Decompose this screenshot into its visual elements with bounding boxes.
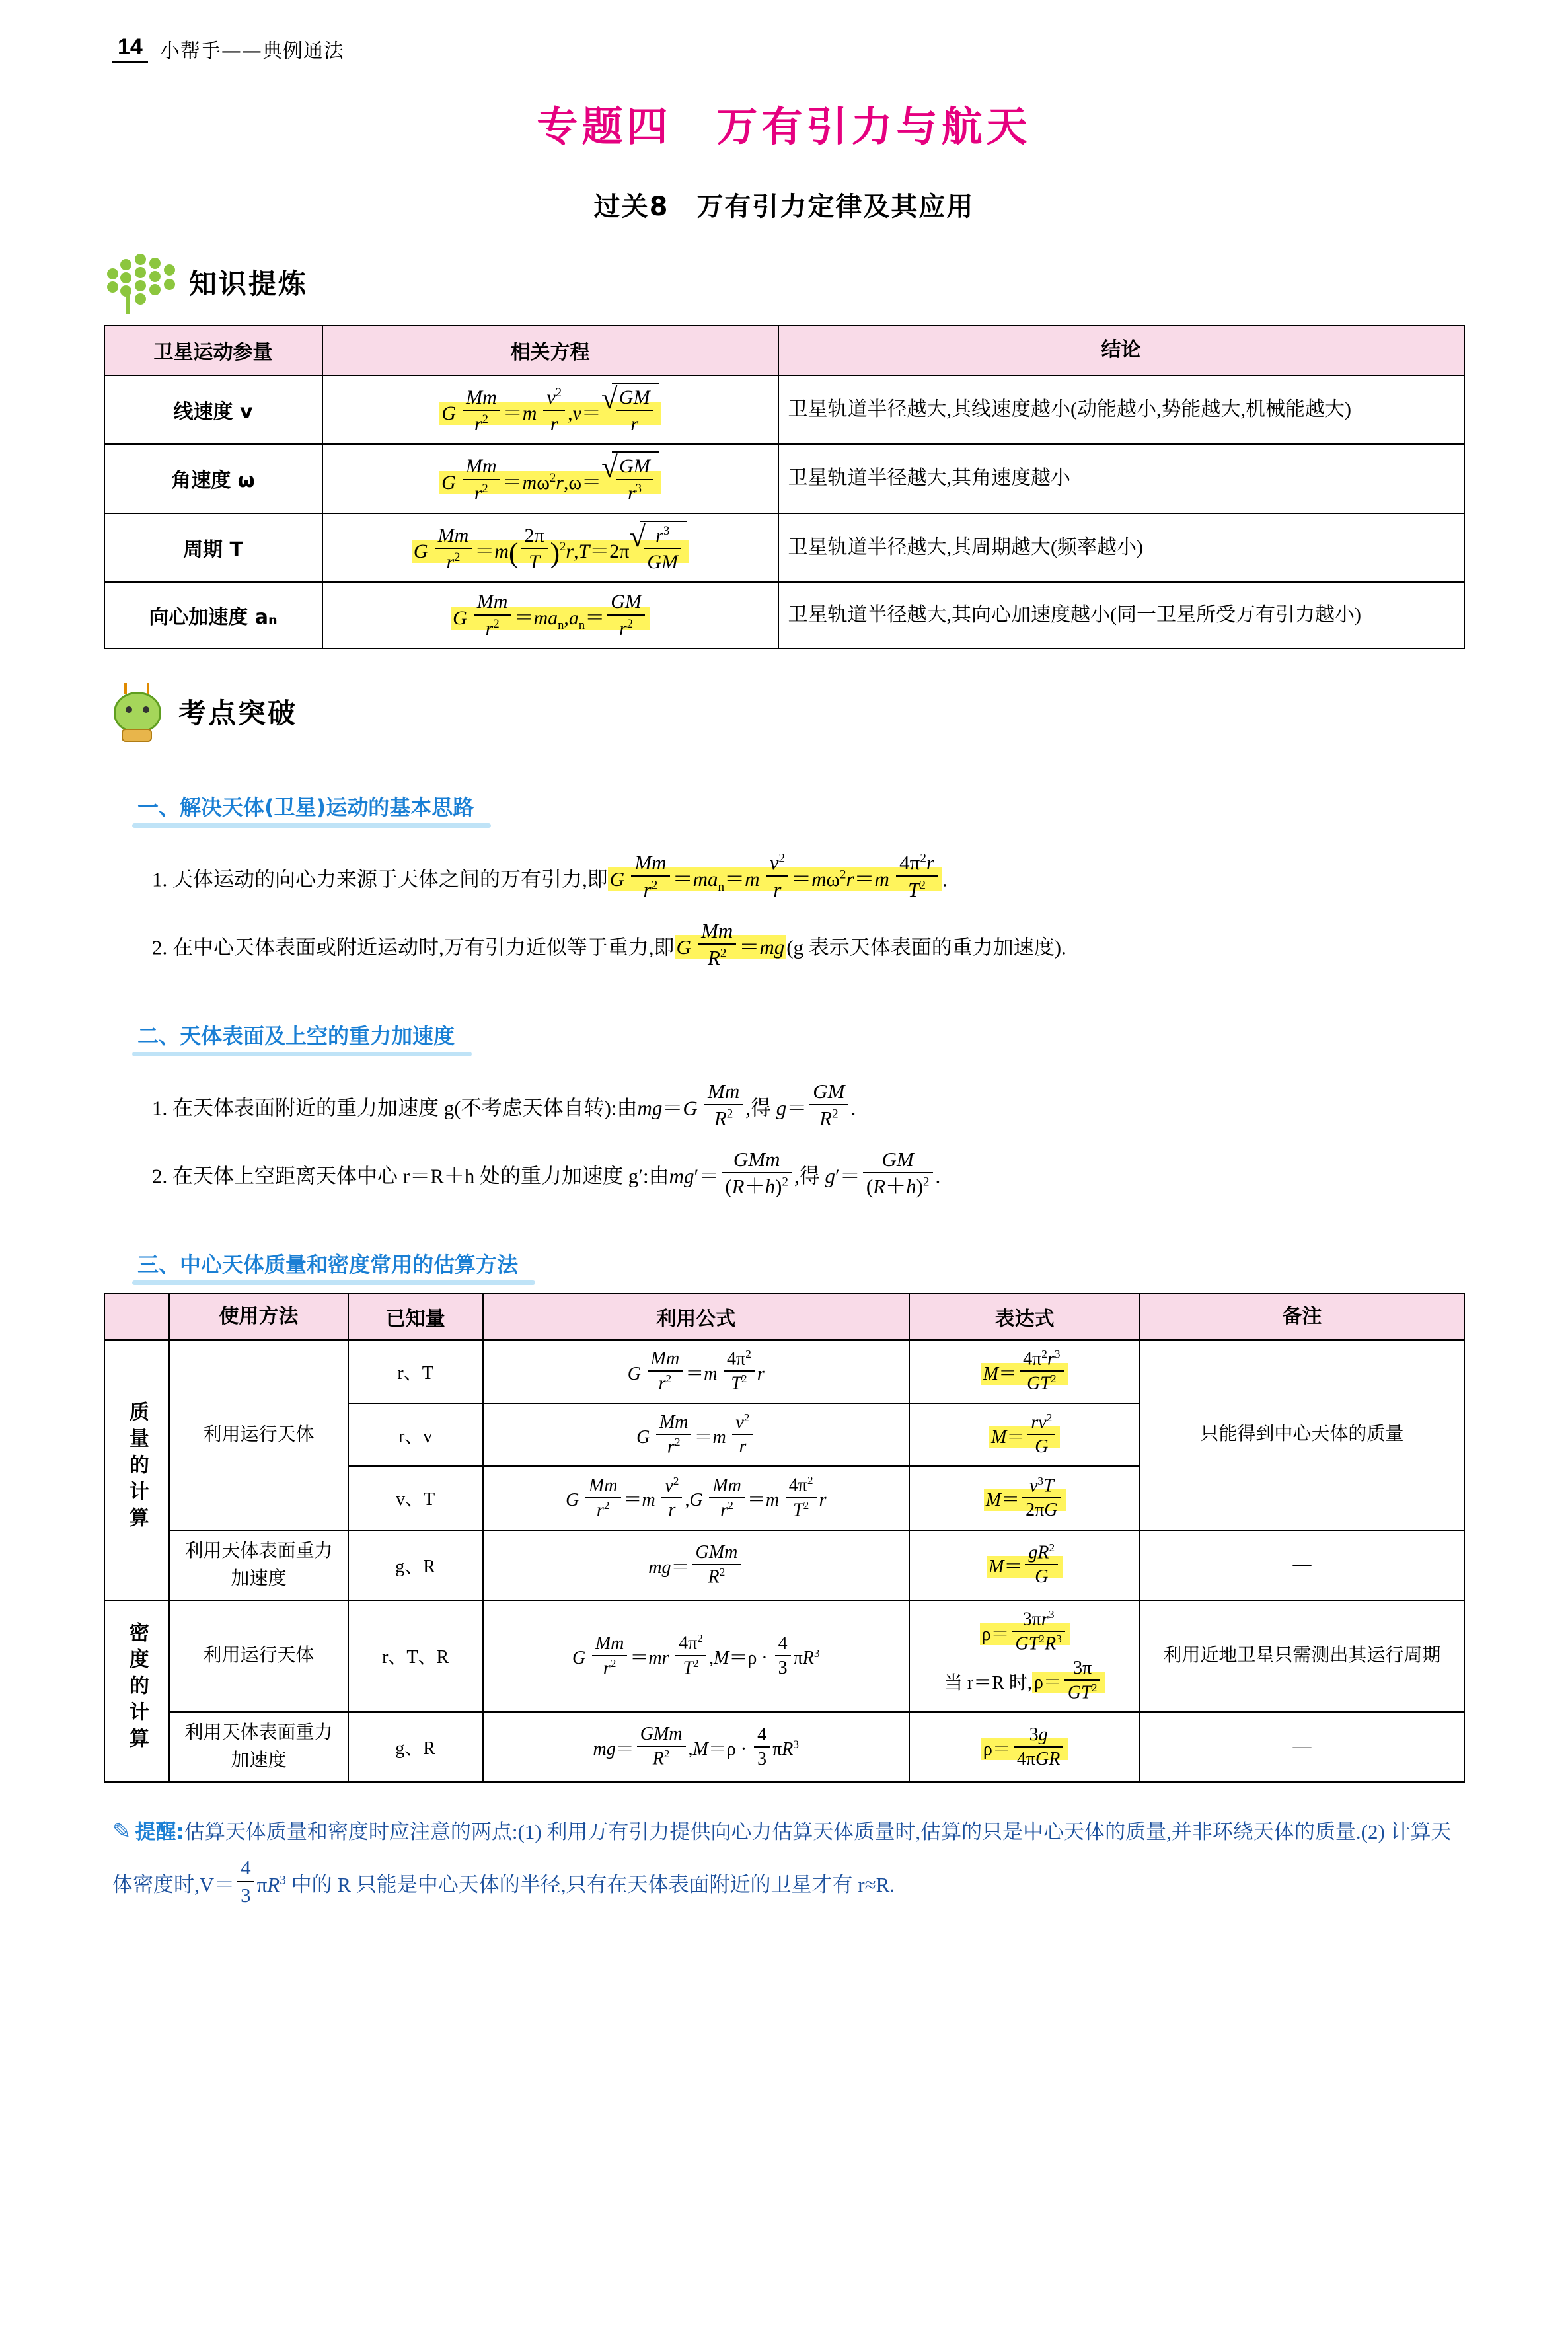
th-note: 备注 — [1140, 1294, 1464, 1340]
cell-conclusion: 卫星轨道半径越大,其线速度越小(动能越小,势能越大,机械能越大) — [778, 375, 1464, 445]
cell-group-density: 密度的计算 — [104, 1600, 170, 1783]
table-header-row — [104, 1294, 1464, 1340]
cell-known: g、R — [348, 1712, 483, 1782]
item-text: 1. 在天体表面附近的重力加速度 g(不考虑天体自转):由 — [152, 1096, 638, 1120]
th-method: 使用方法 — [169, 1294, 348, 1340]
cell-formula: G $\frac{Mm}{r^2}$ ＝mr $\frac{4\pi^2}{T^2}$ ,M＝ρ · $\frac{4}{3}$ $\pi R^3$ — [483, 1600, 909, 1713]
cell-method: 利用天体表面重力加速度 — [169, 1530, 348, 1600]
th-equation: 相关方程 — [322, 326, 778, 375]
knowledge-heading — [106, 254, 1568, 311]
cell-group-mass: 质量的计算 — [104, 1340, 170, 1600]
cell-expression: M＝ $\frac{gR^2}{G}$ — [909, 1530, 1140, 1600]
subsection-2-title: 二、天体表面及上空的重力加速度 — [132, 1017, 472, 1056]
table-header-row — [104, 326, 1464, 375]
subsection-1 — [0, 758, 1568, 836]
subsection-1-title: 一、解决天体(卫星)运动的基本思路 — [132, 788, 491, 828]
th-formula: 利用公式 — [483, 1294, 909, 1340]
cell-equation: G $\frac{Mm}{r^2}$ $=m\omega^2r,\omega=$ √ $\frac{GM}{r^3}$ — [322, 444, 778, 513]
cell-expression: M＝ $\frac{4\pi^2r^3}{GT^2}$ — [909, 1340, 1140, 1403]
cell-method: 利用运行天体 — [169, 1340, 348, 1530]
cell-conclusion: 卫星轨道半径越大,其角速度越小 — [778, 444, 1464, 513]
cell-param: 角速度 ω — [104, 444, 322, 513]
cell-expression: M＝ $\frac{v^3T}{2\pi G}$ — [909, 1466, 1140, 1530]
cell-equation: G $\frac{Mm}{r^2}$ ＝m $\frac{v^2}{r}$ ,v＝ √ $\frac{GM}{r}$ — [322, 375, 778, 445]
page-number: 14 — [112, 34, 148, 63]
page-header — [0, 0, 1568, 63]
th-conclusion: 结论 — [778, 326, 1464, 375]
cell-conclusion: 卫星轨道半径越大,其向心加速度越小(同一卫星所受万有引力越小) — [778, 582, 1464, 649]
cell-formula: G $\frac{Mm}{r^2}$ ＝m $\frac{v^2}{r}$ ,G $\frac{Mm}{r^2}$ ＝m $\frac{4\pi^2}{T^2}$ r — [483, 1466, 909, 1530]
cell-method: 利用天体表面重力加速度 — [169, 1712, 348, 1782]
tip-block: ✎ 提醒:估算天体质量和密度时应注意的两点:(1) 利用万有引力提供向心力估算天体质量时,估算的只是中心天体的质量,并非环绕天体的质量.(2) 计算天体密度时,V＝ $\frac{4}{3}$ $\pi R^3$ 中的 R 只能是中心天体的半径,只有在天体表面附近的卫星才有 r≈R. — [112, 1820, 1452, 1907]
cell-formula: mg＝ $\frac{\text{GMm}}{R^2}$ — [483, 1530, 909, 1600]
th-param: 卫星运动参量 — [104, 326, 322, 375]
item-text: 2. 在天体上空距离天体中心 r＝R＋h 处的重力加速度 g′:由 — [152, 1164, 669, 1188]
cell-conclusion: 卫星轨道半径越大,其周期越大(频率越小) — [778, 513, 1464, 583]
cell-expression: ρ＝ $\frac{3g}{\text{4πGR}}$ — [909, 1712, 1140, 1782]
cell-param: 向心加速度 aₙ — [104, 582, 322, 649]
cell-note: — — [1140, 1712, 1464, 1782]
dots-icon — [106, 254, 177, 311]
th-group — [104, 1294, 170, 1340]
satellite-parameters-table — [104, 325, 1465, 649]
table-row — [104, 582, 1464, 649]
item-text: 2. 在中心天体表面或附近运动时,万有引力近似等于重力,即 — [152, 936, 675, 959]
list-item: 1. 天体运动的向心力来源于天体之间的万有引力,即G $\frac{Mm}{r^2}$ $=ma_n=m$ $\frac{v^2}{r}$ $=m\omega^2r=m$ $\frac{4\pi^2r}{T^2}$ . — [152, 850, 948, 902]
table-row — [104, 375, 1464, 445]
cell-known: r、v — [348, 1403, 483, 1467]
cell-param: 线速度 v — [104, 375, 322, 445]
table-row — [104, 1530, 1464, 1600]
section-title: 过关8 万有引力定律及其应用 — [593, 192, 975, 222]
cell-note: — — [1140, 1530, 1464, 1600]
mass-density-estimation-table — [104, 1293, 1465, 1783]
keypoint-heading-label: 考点突破 — [178, 696, 298, 729]
item-text: 1. 天体运动的向心力来源于天体之间的万有引力,即 — [152, 867, 608, 891]
item-tail: (g 表示天体表面的重力加速度). — [786, 936, 1066, 959]
tip-label: 提醒: — [135, 1820, 184, 1845]
subsection-3 — [0, 1215, 1568, 1293]
cell-note: 只能得到中心天体的质量 — [1140, 1340, 1464, 1530]
cell-known: g、R — [348, 1530, 483, 1600]
page-title: 专题四 万有引力与航天 — [537, 102, 1031, 151]
knowledge-heading-label: 知识提炼 — [189, 268, 309, 300]
table-row — [104, 513, 1464, 583]
list-item: 1. 在天体表面附近的重力加速度 g(不考虑天体自转):由mg＝G $\frac{Mm}{R^2}$ ,得 g＝ $\frac{GM}{R^2}$ . — [152, 1079, 856, 1130]
cell-equation: G $\frac{Mm}{r^2}$ ＝m( $\frac{2\pi}{T}$ )$^2$r,T＝2π √ $\frac{r^3}{GM}$ — [322, 513, 778, 583]
pencil-icon: ✎ — [112, 1820, 131, 1845]
cell-formula: G $\frac{Mm}{r^2}$ ＝m $\frac{4\pi^2}{T^2}$ r — [483, 1340, 909, 1403]
cell-formula: G $\frac{Mm}{r^2}$ ＝m $\frac{v^2}{r}$ — [483, 1403, 909, 1467]
table-row — [104, 1600, 1464, 1713]
cell-expression: ρ＝ $\frac{3\pi r^3}{GT^2R^3}$ 当 r＝R 时, ρ＝ $\frac{3\pi}{GT^2}$ — [909, 1600, 1140, 1713]
cell-known: v、T — [348, 1466, 483, 1530]
cell-equation: G $\frac{Mm}{r^2}$ $=ma_n,a_n=$ $\frac{GM}{r^2}$ — [322, 582, 778, 649]
cell-param: 周期 T — [104, 513, 322, 583]
subsection-3-title: 三、中心天体质量和密度常用的估算方法 — [132, 1245, 535, 1285]
table-row — [104, 1712, 1464, 1782]
table-row — [104, 444, 1464, 513]
cell-formula: mg＝ $\frac{\text{GMm}}{R^2}$ ,M＝ρ · $\frac{4}{3}$ $\pi R^3$ — [483, 1712, 909, 1782]
running-title: 小帮手——典例通法 — [159, 40, 344, 63]
cell-method: 利用运行天体 — [169, 1600, 348, 1713]
cell-known: r、T、R — [348, 1600, 483, 1713]
when-text: 当 r＝R 时, — [944, 1672, 1032, 1693]
cell-note: 利用近地卫星只需测出其运行周期 — [1140, 1600, 1464, 1713]
th-expression: 表达式 — [909, 1294, 1140, 1340]
th-known: 已知量 — [348, 1294, 483, 1340]
keypoint-heading — [106, 680, 1568, 743]
subsection-2 — [0, 986, 1568, 1064]
cell-expression: M＝ $\frac{rv^2}{G}$ — [909, 1403, 1140, 1467]
tip-text-2: 中的 R 只能是中心天体的半径,只有在天体表面附近的卫星才有 r≈R. — [291, 1872, 895, 1896]
table-row — [104, 1340, 1464, 1403]
list-item: 2. 在中心天体表面或附近运动时,万有引力近似等于重力,即G $\frac{Mm}{R^2}$ ＝mg(g 表示天体表面的重力加速度). — [152, 918, 1066, 970]
cell-known: r、T — [348, 1340, 483, 1403]
tip-text-1: 估算天体质量和密度时应注意的两点:(1) 利用万有引力提供向心力估算天体质量时,估算的只是中心天体的质量,并非环绕天体的质量.(2) 计算天体密度时,V＝ — [112, 1820, 1452, 1896]
mascot-icon — [106, 680, 167, 743]
list-item: 2. 在天体上空距离天体中心 r＝R＋h 处的重力加速度 g′:由mg′＝ $\frac{\text{GMm}}{(R+h)^2}$ ,得 g′＝ $\frac{GM}{(R+h)^2}$ . — [152, 1147, 941, 1199]
